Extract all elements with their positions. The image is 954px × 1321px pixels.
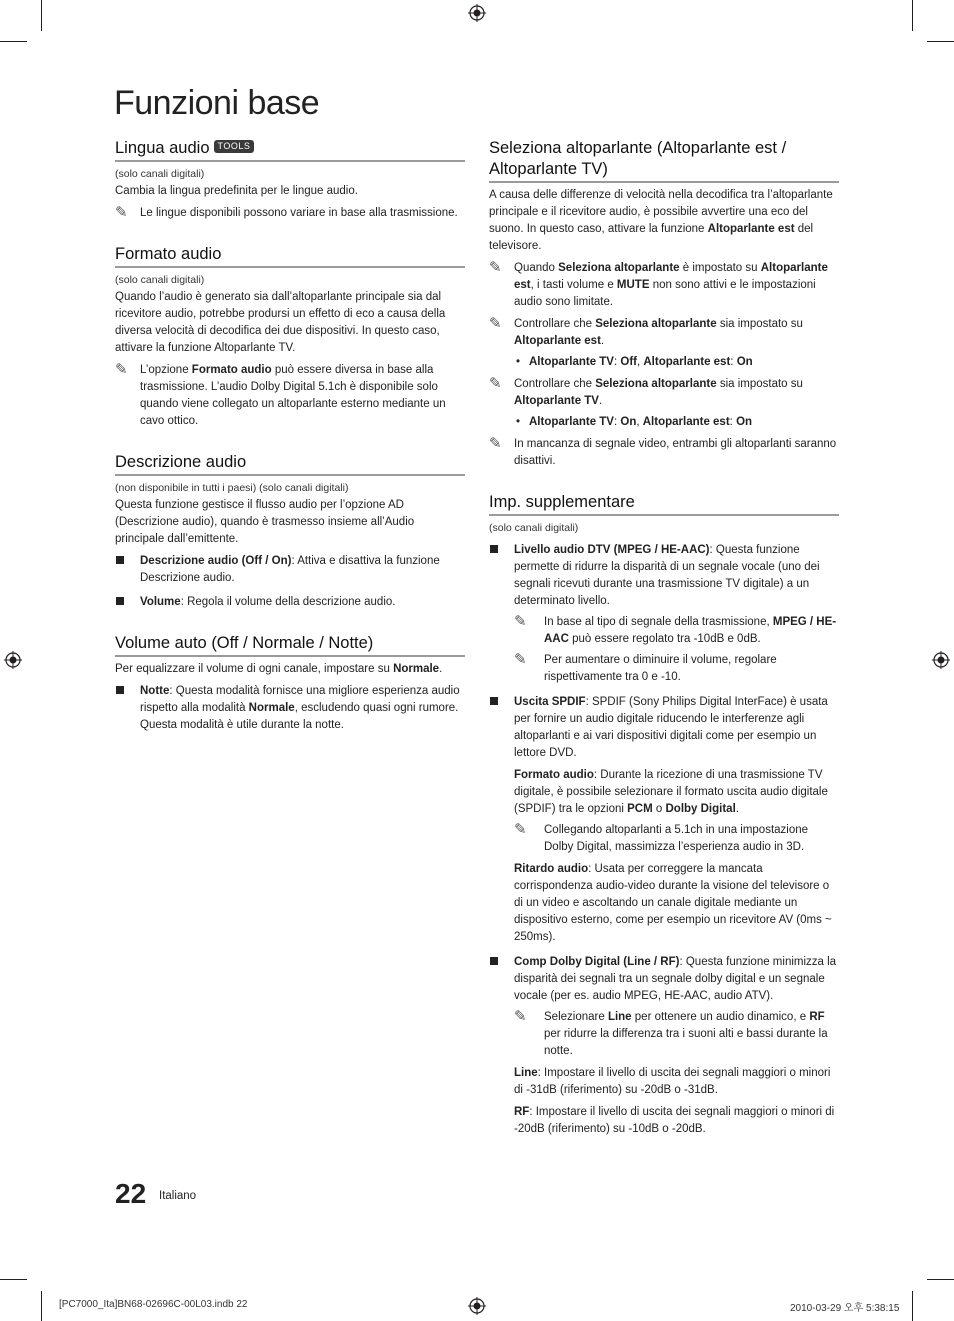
sub-paragraph: Line: Impostare il livello di uscita dei segnali maggiori o minori di -31dB (riferimento) su -20dB o -31dB. — [514, 1067, 831, 1096]
square-bullet-icon — [490, 697, 498, 705]
pencil-note-icon: ✎ — [489, 375, 502, 392]
crop-mark — [0, 1279, 27, 1280]
right-column — [489, 138, 839, 1160]
square-bullet-icon — [490, 957, 498, 965]
scope-note: (non disponibile in tutti i paesi) (solo canali digitali) — [115, 482, 349, 494]
registration-mark-icon — [468, 1297, 486, 1315]
square-bullet-icon — [116, 556, 124, 564]
scope-note: (solo canali digitali) — [115, 274, 205, 286]
section-imp-supplementare — [489, 492, 839, 1138]
registration-mark-icon — [932, 651, 950, 669]
scope-note: (solo canali digitali) — [115, 168, 205, 180]
body-text: Quando l’audio è generato sia dall’altoparlante principale sia dal ricevitore audio, potrebbe prodursi un effetto di eco a causa della diversa velocità di decodifica dei due dispositivi. In questo caso, attivare la funzione Altoparlante TV. — [115, 291, 446, 354]
note: ✎ Quando Seleziona altoparlante è impostato su Altoparlante est, i tasti volume e MUTE non sono attivi e le impostazioni audio sono limitate. — [489, 259, 828, 308]
pencil-note-icon: ✎ — [115, 361, 128, 378]
square-bullet-icon — [490, 545, 498, 553]
note: ✎ In base al tipo di segnale della trasmissione, MPEG / HE-AAC può essere regolato tra -10dB e 0dB. — [514, 613, 837, 645]
section-heading: Seleziona altoparlante (Altoparlante est / Altoparlante TV) — [489, 138, 839, 183]
body-text: Questa funzione gestisce il flusso audio per l’opzione AD (Descrizione audio), quando è trasmesso insieme all’Audio principale dall’emittente. — [115, 499, 415, 545]
pencil-note-icon: ✎ — [489, 315, 502, 332]
section-heading: Descrizione audio — [115, 452, 465, 476]
section-heading: Lingua audio TOOLS — [115, 138, 465, 162]
crop-mark — [927, 1279, 954, 1280]
section-lingua-audio — [115, 138, 465, 222]
page-title: Funzioni base — [114, 84, 320, 122]
sub-paragraph: Ritardo audio: Usata per correggere la mancata corrispondenza audio-video durante la visione del televisore o di un video e ascoltando un canale digitale mediante un dispositivo esterno, come per esempio un ricevitore AV (0ms ~ 250ms). — [514, 863, 832, 943]
dot-bullet-icon: • — [516, 356, 521, 368]
body-text: Cambia la lingua predefinita per le lingue audio. — [115, 185, 358, 197]
note: ✎ Selezionare Line per ottenere un audio dinamico, e RF per ridurre la differenza tra i suoni alti e bassi durante la notte. — [514, 1008, 828, 1057]
crop-mark — [41, 1291, 42, 1321]
list-item: Notte: Questa modalità fornisce una migliore esperienza audio rispetto alla modalità Normale, escludendo quasi ogni rumore. Questa modalità è utile durante la notte. — [115, 683, 465, 734]
scope-note: (solo canali digitali) — [489, 522, 579, 534]
section-heading: Imp. supplementare — [489, 492, 839, 516]
pencil-note-icon: ✎ — [514, 651, 527, 668]
left-column — [115, 138, 465, 756]
list-item: Comp Dolby Digital (Line / RF): Questa funzione minimizza la disparità dei segnali tra un segnale dolby digital e un segnale vocale (per es. audio MPEG, HE-AAC, audio ATV). — [489, 954, 839, 1005]
note: ✎ L’opzione Formato audio può essere diversa in base alla trasmissione. L’audio Dolby Digital 5.1ch è disponibile solo quando viene collegato un altoparlante esterno mediante un cavo ottico. — [115, 361, 446, 427]
list-item: Livello audio DTV (MPEG / HE-AAC): Questa funzione permette di ridurre la disparità di un segnale vocale (uno dei segnali ricevuti durante una trasmissione TV digitale) a un determinato livello. — [489, 542, 839, 610]
section-descrizione-audio — [115, 452, 465, 611]
crop-mark — [912, 1291, 913, 1321]
section-volume-auto — [115, 633, 465, 734]
note: ✎ Per aumentare o diminuire il volume, regolare rispettivamente tra 0 e -10. — [514, 651, 777, 683]
crop-mark — [41, 0, 42, 31]
pencil-note-icon: ✎ — [514, 613, 527, 630]
dot-bullet-icon: • — [516, 416, 521, 428]
square-bullet-icon — [116, 686, 124, 694]
list-item: Descrizione audio (Off / On): Attiva e disattiva la funzione Descrizione audio. — [115, 553, 465, 587]
section-heading: Volume auto (Off / Normale / Notte) — [115, 633, 465, 657]
sub-paragraph: RF: Impostare il livello di uscita dei segnali maggiori o minori di -20dB (riferimento) su -10dB o -20dB. — [514, 1106, 835, 1135]
note: ✎ Le lingue disponibili possono variare in base alla trasmissione. — [115, 204, 458, 221]
square-bullet-icon — [116, 597, 124, 605]
footer-timestamp: 2010-03-29 오후 5:38:15 — [790, 1303, 900, 1314]
page-number: 22 — [115, 1178, 147, 1209]
section-seleziona-altoparlante — [489, 138, 839, 470]
pencil-note-icon: ✎ — [514, 821, 527, 838]
section-heading: Formato audio — [115, 244, 465, 268]
pencil-note-icon: ✎ — [489, 259, 502, 276]
registration-mark-icon — [468, 4, 486, 22]
crop-mark — [912, 0, 913, 31]
note: ✎ Controllare che Seleziona altoparlante sia impostato su Altoparlante est. — [489, 315, 803, 347]
note: ✎ Collegando altoparlanti a 5.1ch in una impostazione Dolby Digital, massimizza l’esperienza audio in 3D. — [514, 821, 809, 853]
section-formato-audio — [115, 244, 465, 430]
list-item: • Altoparlante TV: Off, Altoparlante est: On — [489, 354, 839, 371]
crop-mark — [927, 41, 954, 42]
pencil-note-icon: ✎ — [514, 1008, 527, 1025]
registration-mark-icon — [4, 651, 22, 669]
tools-badge: TOOLS — [214, 140, 255, 153]
note: ✎ In mancanza di segnale video, entrambi gli altoparlanti saranno disattivi. — [489, 435, 837, 467]
list-item: • Altoparlante TV: On, Altoparlante est: On — [489, 414, 839, 431]
sub-paragraph: Formato audio: Durante la ricezione di una trasmissione TV digitale, è possibile selezionare il formato uscita audio digitale (SPDIF) tra le opzioni PCM o Dolby Digital. — [514, 769, 828, 815]
list-item: Uscita SPDIF: SPDIF (Sony Philips Digital InterFace) è usata per fornire un audio digitale riducendo le interferenze agli altoparlanti e ai vari dispositivi digitali come per esempio un lettore DVD. — [489, 694, 839, 762]
list-item: Volume: Regola il volume della descrizione audio. — [115, 594, 465, 611]
language-label: Italiano — [159, 1190, 197, 1202]
body-text: A causa delle differenze di velocità nella decodifica tra l’altoparlante principale e il ricevitore audio, è possibile avvertire una eco del suono. In questo caso, attivare la funzione Altoparlante est del televisore. — [489, 189, 833, 252]
pencil-note-icon: ✎ — [489, 435, 502, 452]
pencil-note-icon: ✎ — [115, 204, 128, 221]
note: ✎ Controllare che Seleziona altoparlante sia impostato su Altoparlante TV. — [489, 375, 803, 407]
crop-mark — [0, 41, 27, 42]
body-text: Per equalizzare il volume di ogni canale, impostare su Normale. — [115, 663, 443, 675]
footer-file: [PC7000_Ita]BN68-02696C-00L03.indb 22 — [59, 1299, 248, 1310]
